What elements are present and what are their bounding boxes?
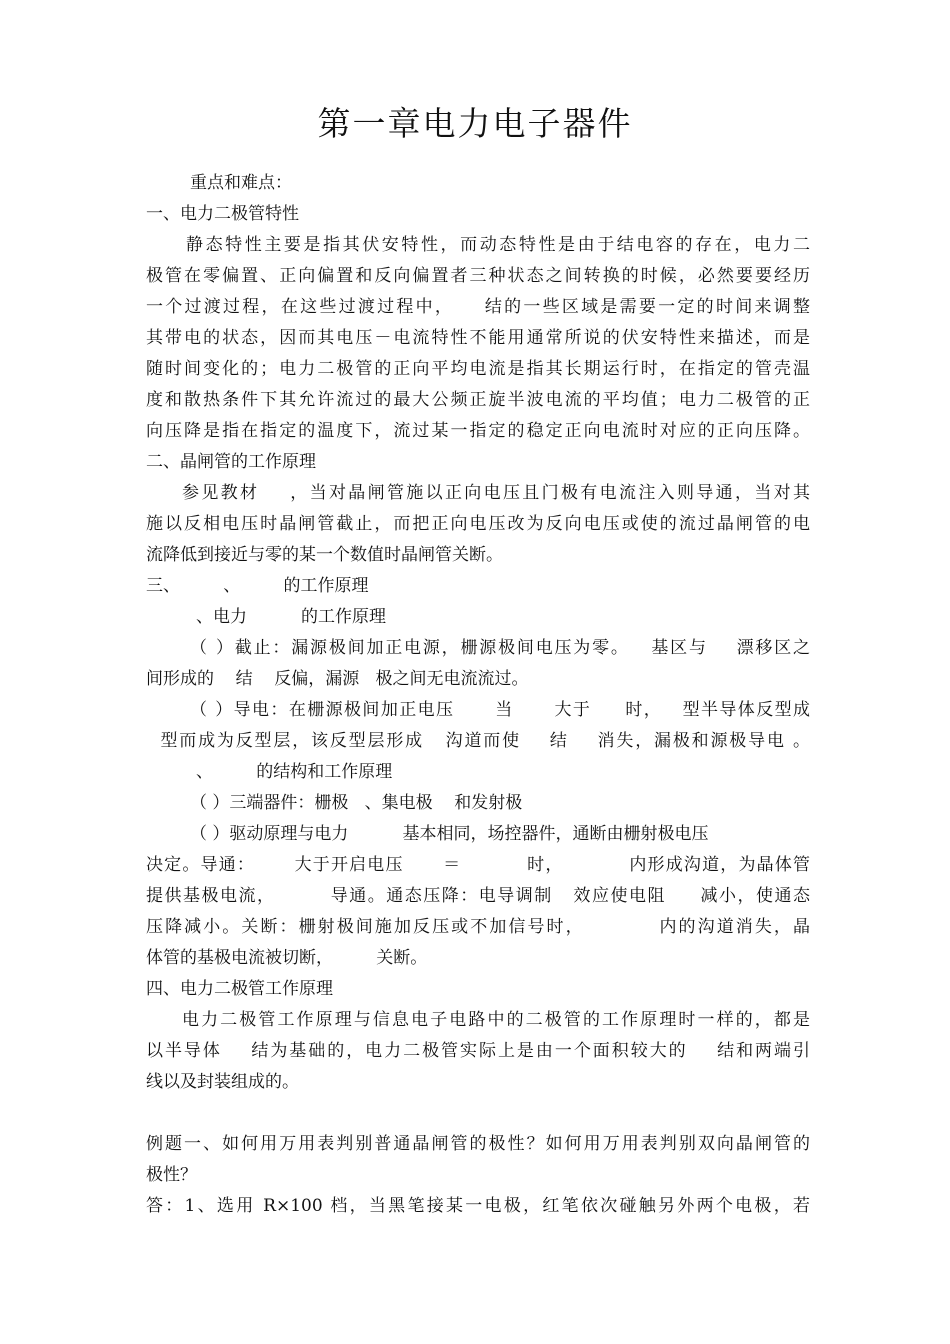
text-line: 一、电力二极管特性 <box>146 204 299 224</box>
text-line: 体管的基极电流被切断， 关断。 <box>146 948 428 968</box>
text-line: 四、电力二极管工作原理 <box>146 979 333 999</box>
text-line: 流降低到接近与零的某一个数值时晶闸管关断。 <box>146 545 503 565</box>
text-line: 二、晶闸管的工作原理 <box>146 452 316 472</box>
text-line: 答：1、选用 R×100 档，当黑笔接某一电极，红笔依次碰触另外两个电极，若 <box>146 1196 810 1216</box>
text-line: （ ）驱动原理与电力 基本相同，场控器件，通断由栅射极电压 <box>190 824 709 844</box>
text-line: 度和散热条件下其允许流过的最大公频正旋半波电流的平均值；电力二极管的正 <box>146 390 810 410</box>
text-line: 电力二极管工作原理与信息电子电路中的二极管的工作原理时一样的，都是 <box>182 1010 810 1030</box>
text-line: 提供基极电流， 导通。通态压降：电导调制 效应使电阻 减小，使通态 <box>146 886 810 906</box>
chapter-title: 第一章电力电子器件 <box>317 104 633 143</box>
text-line: 随时间变化的；电力二极管的正向平均电流是指其长期运行时，在指定的管壳温 <box>146 359 810 379</box>
text-line: 型而成为反型层，该反型层形成 沟道而使 结 消失，漏极和源极导电 。 <box>146 731 810 751</box>
text-line: 压降减小。关断：栅射极间施加反压或不加信号时， 内的沟道消失，晶 <box>146 917 810 937</box>
text-line: 间形成的 结 反偏，漏源 极之间无电流流过。 <box>146 669 529 689</box>
text-line: （ ）导电：在栅源极间加正电压 当 大于 时， 型半导体反型成 <box>190 700 810 720</box>
text-line: 静态特性主要是指其伏安特性，而动态特性是由于结电容的存在，电力二 <box>186 235 810 255</box>
text-line: 、 的结构和工作原理 <box>196 762 393 782</box>
text-line: 极管在零偏置、正向偏置和反向偏置者三种状态之间转换的时候，必然要要经历 <box>146 266 810 286</box>
text-line: 施以反相电压时晶闸管截止，而把正向电压改为反向电压或使的流过晶闸管的电 <box>146 514 810 534</box>
text-line: 以半导体 结为基础的，电力二极管实际上是由一个面积较大的 结和两端引 <box>146 1041 810 1061</box>
text-line: 一个过渡过程，在这些过渡过程中， 结的一些区域是需要一定的时间来调整 <box>146 297 810 317</box>
text-line: 其带电的状态，因而其电压－电流特性不能用通常所说的伏安特性来描述，而是 <box>146 328 810 348</box>
text-line: 极性？ <box>146 1165 197 1185</box>
text-line: （ ）截止：漏源极间加正电源，栅源极间电压为零。 基区与 漂移区之 <box>190 638 810 658</box>
text-line: 线以及封装组成的。 <box>146 1072 299 1092</box>
text-line: 参见教材 ，当对晶闸管施以正向电压且门极有电流注入则导通，当对其 <box>182 483 810 503</box>
text-line: 例题一、如何用万用表判别普通晶闸管的极性？如何用万用表判别双向晶闸管的 <box>146 1134 810 1154</box>
text-line: 决定。导通： 大于开启电压 ＝ 时， 内形成沟道，为晶体管 <box>146 855 810 875</box>
text-line: 、电力 的工作原理 <box>196 607 387 627</box>
text-line: 三、 、 的工作原理 <box>146 576 369 596</box>
text-line: 重点和难点： <box>190 173 292 193</box>
text-line: 向压降是指在指定的温度下，流过某一指定的稳定正向电流时对应的正向压降。 <box>146 421 810 441</box>
text-line: （ ）三端器件：栅极 、集电极 和发射极 <box>190 793 523 813</box>
